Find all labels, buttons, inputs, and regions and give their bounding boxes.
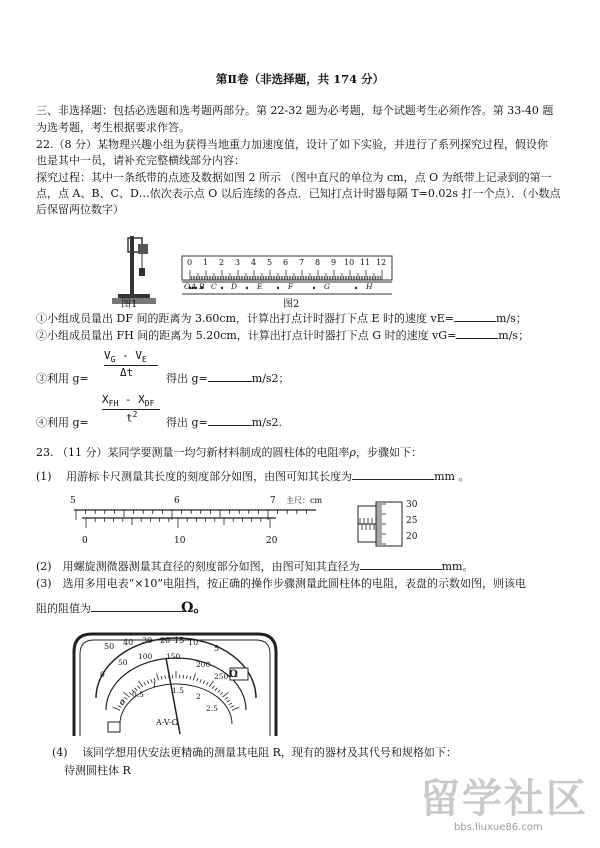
micrometer-number: 20: [406, 532, 418, 542]
micrometer: [352, 498, 448, 550]
q22-item3: [36, 372, 89, 386]
caliper-vernier-number: 10: [174, 536, 186, 546]
tape-point: F: [288, 282, 294, 291]
tick-mark: [165, 675, 166, 679]
tick-mark: [156, 674, 158, 681]
q22-item4-answer: [166, 416, 282, 430]
tape-dot: [221, 287, 223, 289]
tick-mark: [215, 688, 218, 691]
formula4-denominator: [126, 410, 137, 425]
ruler-number: 10: [344, 258, 355, 267]
q23-item2-unit: mm。: [441, 560, 474, 573]
q23-item4-line2: 待测圆柱体 R: [64, 764, 131, 777]
tape-dot: [277, 287, 279, 289]
meter-omega-symbol: Ω: [229, 669, 238, 680]
q23-line1: [36, 446, 422, 460]
q22-item4-pre: ④利用 g=: [36, 416, 89, 429]
answer-blank-g1[interactable]: [208, 381, 252, 382]
q22-item4: [36, 416, 89, 430]
tick-mark: [144, 682, 146, 685]
micrometer-number: 25: [406, 516, 418, 526]
section3-line2: 为选考题，考生根据要求作答。: [36, 121, 190, 134]
q23-item2: [36, 560, 473, 574]
caliper-main-number: 6: [174, 496, 180, 506]
tick-mark: [231, 706, 235, 708]
ruler-number: 9: [331, 258, 337, 267]
q23-line1-end: ，步骤如下：: [355, 446, 422, 459]
tick-mark: [206, 682, 208, 685]
meter-top-number: 10: [188, 638, 199, 647]
watermark-main: 留学社区: [420, 776, 588, 822]
meter-inner-number: 2: [196, 692, 201, 701]
vernier-caliper: [70, 494, 323, 546]
meter-mid-number: 50: [118, 658, 128, 667]
tick-mark: [138, 681, 142, 687]
meter-inner-number: 1: [152, 680, 157, 689]
q22-item2-unit: m/s；: [498, 329, 530, 342]
tick-mark: [186, 675, 187, 679]
ruler-number: 12: [376, 258, 387, 267]
tick-mark: [190, 676, 191, 680]
q22-item3-pre: ③利用 g=: [36, 372, 89, 385]
meter-top-number: 30: [142, 636, 153, 645]
q22-line4: 点，点 A、B、C、D…依次表示点 O 以后连续的各点．已知打点计时器每隔 T=0.02s 打一个点）．（小数点: [36, 187, 561, 200]
tape-point: O: [184, 282, 191, 291]
meter-top-number: 5: [214, 644, 220, 653]
ruler-number: 0: [187, 258, 193, 267]
meter-inner-number: 0.5: [132, 690, 144, 699]
rho-symbol: ρ: [349, 446, 356, 459]
q22-line3: 探究过程：其中一条纸带的点迹及数据如图 2 所示 （图中直尺的单位为 cm，点 O 为纸带上记录到的第一: [36, 171, 552, 184]
tape-point: A: [191, 282, 197, 291]
q23-item1-unit: mm 。: [434, 470, 470, 483]
tick-mark: [193, 674, 195, 681]
tape-point: H: [366, 282, 373, 291]
figure2-label: 图2: [283, 299, 300, 310]
answer-blank-diameter[interactable]: [360, 569, 442, 570]
caliper-main-label: 主尺：cm: [286, 496, 323, 505]
q23-item1-text: (1) 用游标卡尺测量其长度的刻度部分如图，由图可知其长度为: [36, 470, 353, 483]
meter-top-number: 15: [174, 636, 185, 645]
meter-label: A-V-Ω: [156, 718, 179, 727]
tape-dot: [246, 287, 248, 289]
meter-inner-number: 1.5: [172, 686, 184, 695]
ruler-number: 6: [283, 258, 289, 267]
answer-blank-resistance[interactable]: [91, 611, 181, 612]
formula4-var: X: [102, 393, 109, 406]
caliper-main-number: 7: [270, 496, 276, 506]
meter-inner-number: 2.5: [206, 704, 218, 713]
caliper-vernier-number: 0: [82, 536, 88, 546]
meter-top-number: 20: [160, 636, 171, 645]
tape-point: C: [211, 282, 217, 291]
q23-item1: [36, 470, 469, 484]
q22-item1-text: ①小组成员量出 DF 间的距离为 3.60cm，计算出打点计时器打下点 E 时的速度 vE=: [36, 312, 455, 325]
caliper-vernier-number: 20: [266, 536, 278, 546]
meter-inner-number: 0: [120, 698, 125, 707]
tick-mark: [218, 690, 221, 693]
answer-blank-g2[interactable]: [208, 425, 252, 426]
formula4-den-var: t: [126, 411, 133, 425]
answer-blank-vg[interactable]: [456, 338, 498, 339]
formula4-sub: DF: [144, 399, 155, 409]
micrometer-number: 30: [406, 500, 418, 510]
tick-mark: [212, 686, 214, 689]
tape-dot: [313, 287, 315, 289]
tape-dot: [355, 287, 357, 289]
figure1-label: 图1: [121, 299, 138, 310]
ruler-number: 2: [219, 258, 225, 267]
tick-mark: [200, 679, 202, 682]
ruler-number: 11: [360, 258, 371, 267]
q23-item2-text: (2) 用螺旋测微器测量其直径的刻度部分如图，由图可知其直径为: [36, 560, 360, 573]
formula3-numerator: [104, 349, 147, 364]
q22-item2-text: ②小组成员量出 FH 间的距离为 5.20cm，计算出打点计时器打下点 G 时的速度 vG=: [36, 329, 457, 342]
q23-item3-line2-text: 阻的阻值为: [36, 602, 91, 615]
tick-mark: [227, 700, 230, 702]
tape-point: D: [231, 282, 238, 291]
page-title: 第Ⅱ卷（非选择题，共 174 分）: [215, 72, 385, 86]
ruler-number: 7: [299, 258, 305, 267]
meter-mid-number: 150: [166, 652, 181, 661]
tape-point: E: [257, 282, 263, 291]
tape-point: B: [199, 282, 205, 291]
meter-mid-number: 200: [196, 660, 211, 669]
watermark: [420, 776, 590, 838]
tape-point: G: [324, 282, 330, 291]
tick-mark: [197, 678, 198, 681]
section3-line1: 三、非选择题：包括必选题和选考题两部分。第 22-32 题为必考题，每个试题考生必须作答。第 33-40 题: [36, 104, 554, 117]
formula3-denominator: Δt: [120, 366, 134, 379]
tick-mark: [209, 681, 213, 687]
q22-line5: 后保留两位数字）: [36, 203, 124, 216]
tick-mark: [223, 692, 229, 697]
formula3-sub: E: [141, 355, 147, 365]
tick-mark: [232, 707, 239, 710]
caliper-main-number: 5: [70, 496, 76, 506]
q23-item3-line2: [36, 601, 207, 616]
q22-item3-unit: m/s2；: [251, 372, 290, 385]
q22-item1: [36, 312, 527, 326]
q22-item3-post: 得出 g=: [166, 372, 208, 385]
meter-mid-number: 0: [100, 670, 105, 679]
ruler-number: 5: [267, 258, 273, 267]
formula4-exp: 2: [132, 410, 138, 419]
q22-line2: 也是其中一员，请补充完整横线部分内容：: [36, 154, 245, 167]
q22-item2: [36, 329, 529, 343]
q22-item4-post: 得出 g=: [166, 416, 208, 429]
tick-mark: [203, 681, 205, 684]
tick-mark: [220, 692, 223, 695]
meter-mid-number: 100: [138, 652, 153, 661]
ruler-number: 3: [235, 258, 241, 267]
meter-mid-number: 250: [214, 672, 229, 681]
tick-mark: [225, 697, 228, 699]
ruler-number: 1: [203, 258, 209, 267]
q23-item3-unit: Ω。: [181, 600, 208, 616]
tick-mark: [147, 681, 149, 684]
q22-item3-answer: [166, 372, 290, 386]
ruler-number: 8: [315, 258, 321, 267]
meter-top-number: 40: [123, 638, 134, 647]
formula3-var: V: [104, 349, 111, 362]
answer-blank-length[interactable]: [352, 479, 434, 480]
tick-mark: [229, 703, 232, 705]
q22-item4-unit: m/s2.: [251, 416, 283, 429]
formula3-sub: G: [110, 355, 116, 365]
q22-item1-unit: m/s；: [496, 312, 527, 325]
q23-item3: (3) 选用多用电表“×10”电阻挡，按正确的操作步骤测量此圆柱体的电阻，表盘的示数如图，则该电: [36, 577, 527, 590]
formula3-minus: - V: [115, 349, 142, 362]
meter-top-number: 50: [104, 642, 115, 651]
tick-mark: [113, 707, 120, 710]
formula4-sub: FH: [108, 399, 119, 409]
q23-line1-text: 23. （11 分）某同学要测量一均匀新材料制成的圆柱体的电阻率: [36, 446, 350, 459]
watermark-url: bbs.liuxue86.com: [454, 822, 543, 833]
tick-mark: [161, 676, 162, 680]
formula4-numerator: [102, 393, 154, 408]
ruler-number: 4: [251, 258, 257, 267]
formula4-minus: - X: [118, 393, 145, 406]
q22-line1: 22.（8 分）某物理兴趣小组为获得当地重力加速度值，设计了如下实验，并进行了系列探究过程，假设你: [36, 138, 548, 151]
q23-item4: (4) 该同学想用伏安法更精确的测量其电阻 R，现有的器材及其代号和规格如下：: [52, 746, 457, 759]
answer-blank-ve[interactable]: [454, 321, 496, 322]
